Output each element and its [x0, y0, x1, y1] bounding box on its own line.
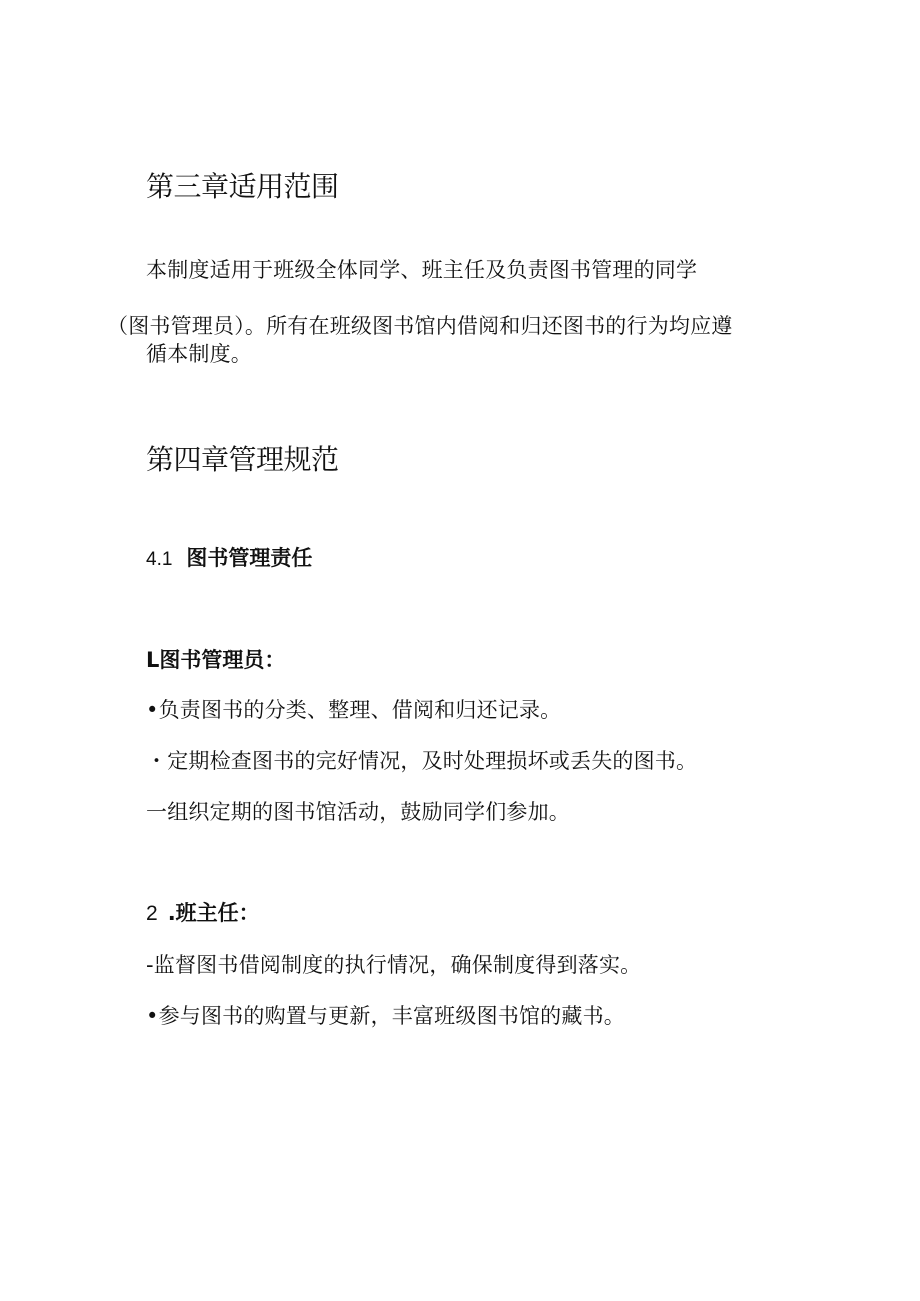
- librarian-duty-item: 一组织定期的图书馆活动，鼓励同学们参加。: [146, 800, 570, 824]
- librarian-duty-item: •负责图书的分类、整理、借阅和归还记录。: [146, 698, 562, 722]
- chapter-3-paragraph-line-2: （图书管理员）。所有在班级图书馆内借阅和归还图书的行为均应遵: [107, 314, 733, 338]
- librarian-heading: L图书管理员：: [146, 648, 286, 672]
- librarian-duty-item: ・定期检查图书的完好情况，及时处理损坏或丢失的图书。: [146, 749, 698, 773]
- chapter-3-title: 第三章适用范围: [146, 170, 339, 203]
- section-number: 4.1: [146, 549, 173, 570]
- section-title: 图书管理责任: [186, 546, 313, 570]
- chapter-3-paragraph-line-1: 本制度适用于班级全体同学、班主任及负责图书管理的同学: [146, 258, 698, 282]
- head-teacher-label: .班主任：: [167, 901, 260, 925]
- chapter-3-paragraph-line-3: 循本制度。: [146, 342, 252, 366]
- head-teacher-duty-item: -监督图书借阅制度的执行情况，确保制度得到落实。: [146, 953, 642, 977]
- head-teacher-duty-item: •参与图书的购置与更新，丰富班级图书馆的藏书。: [146, 1004, 625, 1028]
- section-4-1-heading: [146, 548, 312, 569]
- head-teacher-heading: [146, 903, 260, 924]
- head-teacher-number: 2: [146, 902, 158, 925]
- chapter-4-title: 第四章管理规范: [146, 443, 339, 476]
